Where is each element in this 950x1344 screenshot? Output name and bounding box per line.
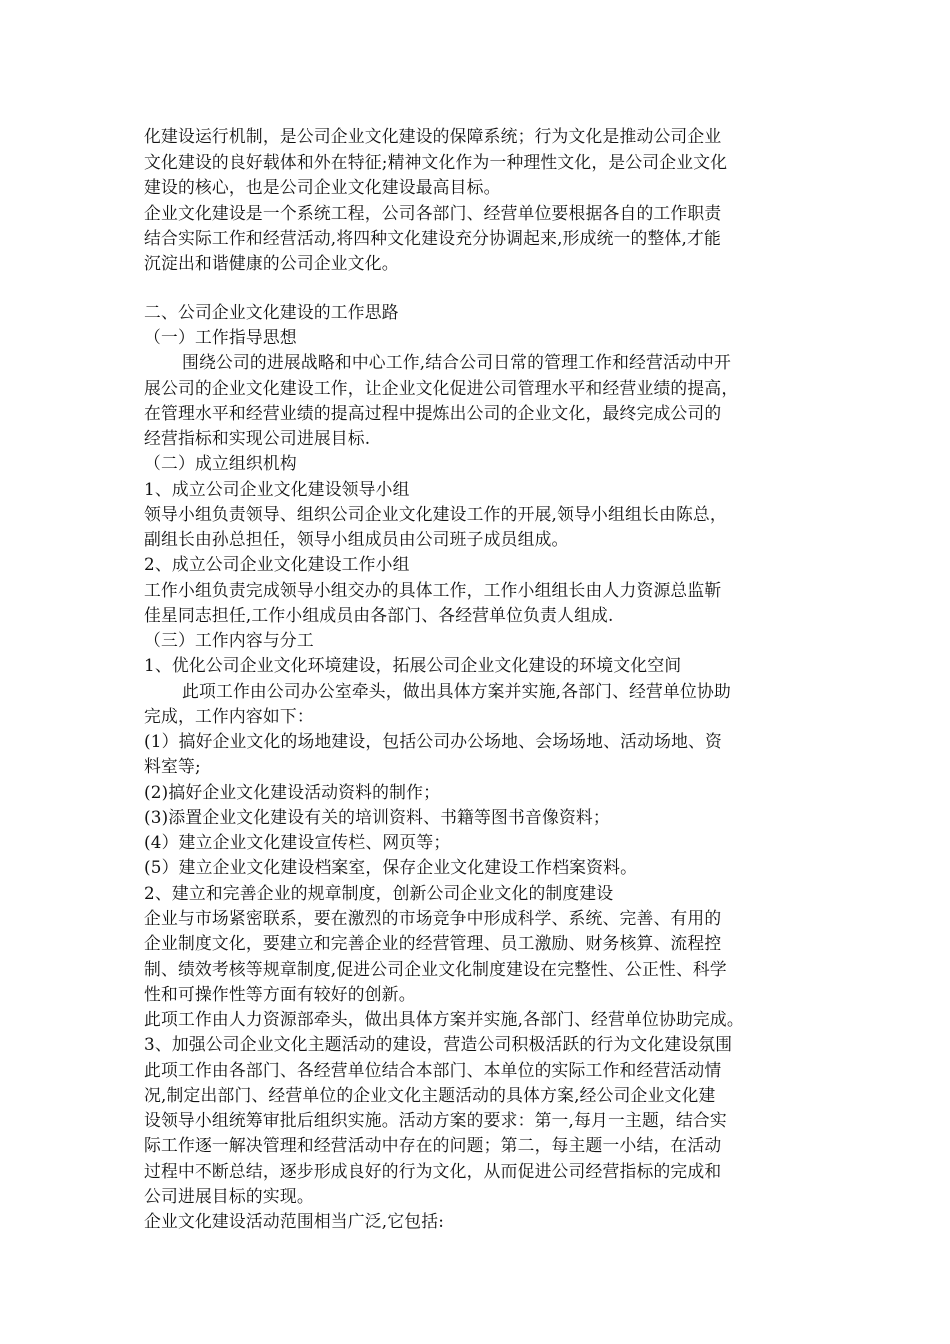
body-text-line: 此项工作由公司办公室牵头，做出具体方案并实施,各部门、经营单位协助 — [182, 681, 731, 701]
body-text-line: 完成，工作内容如下： — [144, 706, 314, 726]
list-item: (2)搞好企业文化建设活动资料的制作； — [144, 782, 441, 802]
subsection-heading: （一）工作指导思想 — [144, 327, 297, 347]
subsection-heading: （二）成立组织机构 — [144, 453, 297, 473]
item-heading: 1、优化公司企业文化环境建设，拓展公司企业文化建设的环境文化空间 — [144, 655, 682, 675]
body-text-line: 企业文化建设活动范围相当广泛,它包括: — [144, 1211, 445, 1231]
list-item: (1）搞好企业文化的场地建设，包括公司办公场地、会场场地、活动场地、资 — [144, 731, 723, 751]
list-item: (4）建立企业文化建设宣传栏、网页等； — [144, 832, 451, 852]
body-text-line: 展公司的企业文化建设工作，让企业文化促进公司管理水平和经营业绩的提高， — [144, 378, 739, 398]
body-text-line: 沉淀出和谐健康的公司企业文化。 — [144, 253, 399, 273]
body-text-line: 在管理水平和经营业绩的提高过程中提炼出公司的企业文化，最终完成公司的 — [144, 403, 722, 423]
subsection-heading: （三）工作内容与分工 — [144, 630, 314, 650]
body-text-line: 副组长由孙总担任，领导小组成员由公司班子成员组成。 — [144, 529, 569, 549]
body-text-line: 制、绩效考核等规章制度,促进公司企业文化制度建设在完整性、公正性、科学 — [144, 959, 727, 979]
body-text-line: 结合实际工作和经营活动,将四种文化建设充分协调起来,形成统一的整体,才能 — [144, 228, 721, 248]
item-heading: 2、建立和完善企业的规章制度，创新公司企业文化的制度建设 — [144, 883, 614, 903]
body-text-line: 况,制定出部门、经营单位的企业文化主题活动的具体方案,经公司企业文化建 — [144, 1085, 716, 1105]
body-text-line: 建设的核心，也是公司企业文化建设最高目标。 — [144, 177, 501, 197]
body-text-line: 工作小组负责完成领导小组交办的具体工作，工作小组组长由人力资源总监靳 — [144, 580, 722, 600]
item-heading: 2、成立公司企业文化建设工作小组 — [144, 554, 410, 574]
body-text-line: 化建设运行机制，是公司企业文化建设的保障系统；行为文化是推动公司企业 — [144, 126, 722, 146]
body-text-line: 围绕公司的进展战略和中心工作,结合公司日常的管理工作和经营活动中开 — [182, 352, 731, 372]
body-text-line: 文化建设的良好载体和外在特征;精神文化作为一种理性文化，是公司企业文化 — [144, 152, 728, 172]
item-heading: 1、成立公司企业文化建设领导小组 — [144, 479, 410, 499]
section-heading: 二、公司企业文化建设的工作思路 — [144, 302, 399, 322]
body-text-line: 佳星同志担任,工作小组成员由各部门、各经营单位负责人组成. — [144, 605, 614, 625]
body-text-line: 经营指标和实现公司进展目标. — [144, 428, 371, 448]
list-item: (5）建立企业文化建设档案室，保存企业文化建设工作档案资料。 — [144, 857, 638, 877]
body-text-line: 企业制度文化，要建立和完善企业的经营管理、员工激励、财务核算、流程控 — [144, 933, 722, 953]
body-text-line: 领导小组负责领导、组织公司企业文化建设工作的开展,领导小组组长由陈总， — [144, 504, 727, 524]
list-item: (3)添置企业文化建设有关的培训资料、书籍等图书音像资料； — [144, 807, 610, 827]
body-text-line: 性和可操作性等方面有较好的创新。 — [144, 984, 416, 1004]
body-text-line: 过程中不断总结，逐步形成良好的行为文化，从而促进公司经营指标的完成和 — [144, 1161, 722, 1181]
body-text-line: 公司进展目标的实现。 — [144, 1186, 314, 1206]
body-text-line: 此项工作由人力资源部牵头，做出具体方案并实施,各部门、经营单位协助完成。 — [144, 1009, 744, 1029]
body-text-line: 此项工作由各部门、各经营单位结合本部门、本单位的实际工作和经营活动情 — [144, 1060, 722, 1080]
body-text-line: 际工作逐一解决管理和经营活动中存在的问题；第二，每主题一小结，在活动 — [144, 1135, 722, 1155]
body-text-line: 设领导小组统筹审批后组织实施。活动方案的要求：第一,每月一主题，结合实 — [144, 1110, 727, 1130]
item-heading: 3、加强公司企业文化主题活动的建设，营造公司积极活跃的行为文化建设氛围 — [144, 1034, 733, 1054]
body-text-line: 料室等; — [144, 756, 201, 776]
body-text-line: 企业与市场紧密联系，要在激烈的市场竞争中形成科学、系统、完善、有用的 — [144, 908, 722, 928]
body-text-line: 企业文化建设是一个系统工程，公司各部门、经营单位要根据各自的工作职责 — [144, 203, 722, 223]
